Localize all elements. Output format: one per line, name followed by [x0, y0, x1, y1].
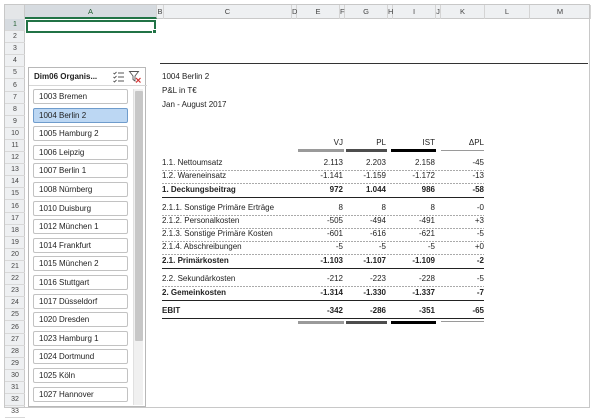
slicer-item[interactable]: 1015 München 2	[33, 256, 128, 271]
slicer-item[interactable]: 1010 Duisburg	[33, 201, 128, 216]
row-underline	[162, 268, 484, 269]
row-header-8[interactable]: 8	[5, 104, 25, 116]
table-row	[162, 171, 482, 183]
cell-ist: 2.158	[414, 158, 435, 167]
row-header-20[interactable]: 20	[5, 249, 25, 261]
column-header-ist: IST	[422, 138, 435, 147]
row-header-7[interactable]: 7	[5, 92, 25, 104]
column-header-h[interactable]: H	[388, 5, 393, 19]
row-header-24[interactable]: 24	[5, 297, 25, 309]
cell-vj: -1.141	[320, 171, 343, 180]
row-header-17[interactable]: 17	[5, 213, 25, 225]
cell-pl: -1.107	[363, 256, 386, 265]
slicer-item[interactable]: 1024 Dortmund	[33, 349, 128, 364]
cell-ist: -5	[427, 242, 435, 251]
cell-ist: -1.172	[412, 171, 435, 180]
row-header-3[interactable]: 3	[5, 43, 25, 55]
row-header-31[interactable]: 31	[5, 382, 25, 394]
cell-pl: -5	[378, 242, 386, 251]
cell-vj: 2.113	[323, 158, 343, 167]
row-header-15[interactable]: 15	[5, 188, 25, 200]
cell-pl: -1.330	[363, 288, 386, 297]
cell-ist: -228	[418, 274, 435, 283]
column-header-b[interactable]: B	[157, 5, 164, 19]
select-all-corner[interactable]	[5, 5, 25, 19]
row-label: 2.2. Sekundärkosten	[162, 274, 236, 283]
cell-dpl: -5	[476, 274, 484, 283]
table-row	[162, 229, 482, 241]
ebit-bar-vj	[298, 321, 344, 324]
column-header-bar-pl	[346, 149, 387, 152]
row-label: 2.1.2. Personalkosten	[162, 216, 240, 225]
slicer-item[interactable]: 1012 München 1	[33, 219, 128, 234]
cell-ist: -1.109	[412, 256, 435, 265]
slicer-item[interactable]: 1027 Hannover	[33, 387, 128, 402]
table-row	[162, 216, 482, 228]
cell-vj: -505	[326, 216, 343, 225]
cell-pl: 2.203	[365, 158, 386, 167]
column-header-i[interactable]: I	[393, 5, 436, 19]
cell-ist: 8	[430, 203, 435, 212]
row-underline	[162, 254, 484, 255]
cell-vj: 972	[329, 185, 343, 194]
column-header-g[interactable]: G	[345, 5, 388, 19]
row-underline	[162, 300, 484, 301]
slicer-title: Dim06 Organis...	[34, 72, 98, 81]
cell-dpl: +3	[474, 216, 484, 225]
row-header-16[interactable]: 16	[5, 201, 25, 213]
row-label: 2.1.3. Sonstige Primäre Kosten	[162, 229, 273, 238]
active-cell-a1[interactable]	[26, 20, 156, 33]
row-header-21[interactable]: 21	[5, 261, 25, 273]
column-header-j[interactable]: J	[436, 5, 441, 19]
row-header-13[interactable]: 13	[5, 164, 25, 176]
cell-dpl: -2	[476, 256, 484, 265]
row-header-5[interactable]: 5	[5, 67, 25, 79]
column-header-bar-ist	[391, 149, 436, 152]
row-header-12[interactable]: 12	[5, 152, 25, 164]
cell-dpl: -45	[472, 158, 484, 167]
ebit-bar-pl	[346, 321, 387, 324]
slicer-item[interactable]: 1020 Dresden	[33, 312, 128, 327]
slicer-item[interactable]: 1023 Hamburg 1	[33, 331, 128, 346]
slicer-item[interactable]: 1025 Köln	[33, 368, 128, 383]
row-label: 1.1. Nettoumsatz	[162, 158, 223, 167]
row-header-11[interactable]: 11	[5, 140, 25, 152]
slicer-item[interactable]: 1003 Bremen	[33, 89, 128, 104]
slicer-header	[29, 68, 147, 86]
cell-ist: -621	[418, 229, 435, 238]
cell-dpl: -7	[476, 288, 484, 297]
slicer-item[interactable]: 1004 Berlin 2	[33, 108, 128, 123]
column-header-bar-dpl	[441, 150, 484, 151]
column-header-dpl: ΔPL	[468, 138, 484, 147]
cell-vj: -5	[335, 242, 343, 251]
row-header-14[interactable]: 14	[5, 176, 25, 188]
row-label: EBIT	[162, 306, 181, 315]
cell-dpl: -58	[472, 185, 484, 194]
cell-vj: -1.103	[320, 256, 343, 265]
row-header-23[interactable]: 23	[5, 285, 25, 297]
report-entity: 1004 Berlin 2	[162, 72, 210, 81]
column-header-bar	[5, 5, 589, 19]
table-row	[162, 274, 482, 286]
cell-dpl: -0	[476, 203, 484, 212]
cell-vj: 8	[338, 203, 343, 212]
ebit-bar-ist	[391, 321, 436, 324]
table-row	[162, 288, 482, 300]
row-label: 2. Gemeinkosten	[162, 288, 227, 297]
slicer-panel	[28, 67, 146, 407]
fill-handle[interactable]	[152, 29, 157, 34]
report-period: Jan - August 2017	[162, 100, 227, 109]
cell-pl: -223	[369, 274, 386, 283]
slicer-item[interactable]: 1008 Nürnberg	[33, 182, 128, 197]
cell-pl: 8	[381, 203, 386, 212]
clear-filter-icon[interactable]	[129, 71, 141, 83]
row-underline	[162, 286, 484, 287]
slicer-item[interactable]: 1014 Frankfurt	[33, 238, 128, 253]
row-header-33[interactable]: 33	[5, 406, 25, 418]
row-label: 1. Deckungsbeitrag	[162, 185, 236, 194]
row-header-32[interactable]: 32	[5, 394, 25, 406]
table-row	[162, 242, 482, 254]
row-header-26[interactable]: 26	[5, 322, 25, 334]
slicer-item[interactable]: 1016 Stuttgart	[33, 275, 128, 290]
row-header-4[interactable]: 4	[5, 55, 25, 67]
table-row	[162, 256, 482, 268]
slicer-scrollbar[interactable]	[133, 89, 143, 405]
column-header-pl: PL	[376, 138, 386, 147]
ebit-bar-dpl	[441, 321, 484, 322]
row-header-28[interactable]: 28	[5, 346, 25, 358]
column-header-c[interactable]: C	[164, 5, 292, 19]
row-header-bar	[5, 19, 25, 416]
table-row	[162, 185, 482, 197]
cell-ist: 986	[421, 185, 435, 194]
table-row	[162, 158, 482, 170]
report-subtitle: P&L in T€	[162, 86, 197, 95]
cell-vj: -1.314	[320, 288, 343, 297]
slicer-item[interactable]: 1017 Düsseldorf	[33, 294, 128, 309]
multi-select-icon[interactable]	[113, 71, 125, 83]
column-header-l[interactable]: L	[485, 5, 530, 19]
row-label: 2.1. Primärkosten	[162, 256, 229, 265]
row-header-25[interactable]: 25	[5, 309, 25, 321]
row-header-1[interactable]: 1	[5, 19, 25, 31]
row-header-6[interactable]: 6	[5, 80, 25, 92]
column-header-e[interactable]: E	[297, 5, 340, 19]
row-label: 1.2. Wareneinsatz	[162, 171, 227, 180]
row-header-10[interactable]: 10	[5, 128, 25, 140]
cell-pl: -494	[369, 216, 386, 225]
row-header-30[interactable]: 30	[5, 370, 25, 382]
cell-vj: -212	[326, 274, 343, 283]
row-label: 2.1.1. Sonstige Primäre Erträge	[162, 203, 275, 212]
spreadsheet-window	[4, 4, 590, 416]
cell-pl: -286	[369, 306, 386, 315]
cell-pl: -1.159	[363, 171, 386, 180]
column-header-m[interactable]: M	[530, 5, 591, 19]
row-header-22[interactable]: 22	[5, 273, 25, 285]
slicer-item[interactable]: 1007 Berlin 1	[33, 163, 128, 178]
cell-ist: -491	[418, 216, 435, 225]
cell-dpl: -13	[472, 171, 484, 180]
row-header-19[interactable]: 19	[5, 237, 25, 249]
row-header-18[interactable]: 18	[5, 225, 25, 237]
column-header-bar-vj	[298, 149, 344, 152]
column-header-d[interactable]: D	[292, 5, 297, 19]
cell-dpl: -65	[472, 306, 484, 315]
slicer-item[interactable]: 1005 Hamburg 2	[33, 126, 128, 141]
slicer-scroll-thumb[interactable]	[135, 91, 143, 341]
row-underline	[162, 197, 484, 198]
column-header-vj: VJ	[333, 138, 343, 147]
cell-vj: -342	[326, 306, 343, 315]
cell-dpl: -5	[476, 229, 484, 238]
cell-ist: -1.337	[412, 288, 435, 297]
slicer-item[interactable]: 1006 Leipzig	[33, 145, 128, 160]
row-header-2[interactable]: 2	[5, 31, 25, 43]
cell-ist: -351	[418, 306, 435, 315]
column-header-f[interactable]: F	[340, 5, 345, 19]
row-underline	[162, 183, 484, 184]
row-header-9[interactable]: 9	[5, 116, 25, 128]
column-header-k[interactable]: K	[441, 5, 485, 19]
cell-pl: -616	[369, 229, 386, 238]
row-underline	[162, 318, 484, 319]
report-top-rule	[160, 63, 588, 64]
row-header-27[interactable]: 27	[5, 334, 25, 346]
row-header-29[interactable]: 29	[5, 358, 25, 370]
column-header-a[interactable]: A	[25, 5, 157, 19]
cell-pl: 1.044	[365, 185, 386, 194]
cell-vj: -601	[326, 229, 343, 238]
row-label: 2.1.4. Abschreibungen	[162, 242, 242, 251]
cell-dpl: +0	[474, 242, 484, 251]
table-row	[162, 203, 482, 215]
table-row	[162, 306, 482, 318]
